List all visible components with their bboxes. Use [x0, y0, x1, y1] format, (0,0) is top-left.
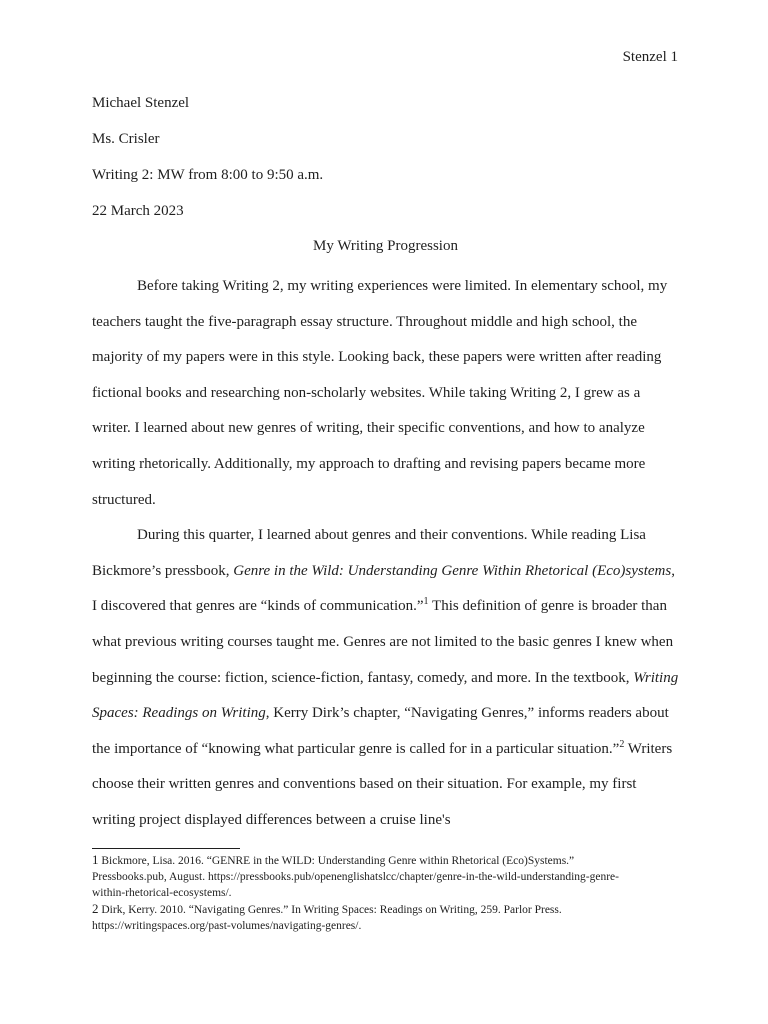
footnote-text: Pressbooks.pub, August. https://pressbooks.pub/openenglishatslcc/chapter/genre-in-the-wild-understanding-genre- — [92, 871, 619, 883]
essay-body — [92, 269, 679, 839]
footnote-separator — [92, 848, 240, 849]
paragraph-2-text: During this quarter, I learned about genres and their conventions. While reading Lisa Bickmore’s pressbook, — [92, 527, 646, 579]
paragraph-1: Before taking Writing 2, my writing experiences were limited. In elementary school, my teachers taught the five-paragraph essay structure. Throughout middle and high school, the majority of my papers were in this style. Looking back, these papers were written after reading fictional books and researching non-scholarly websites. While taking Writing 2, I grew as a writer. I learned about new genres of writing, their specific conventions, and how to analyze writing rhetorically. Additionally, my approach to drafting and revising papers became more structured. — [92, 278, 668, 508]
footnotes — [92, 852, 682, 934]
footnote-text: https://writingspaces.org/past-volumes/navigating-genres/. — [92, 920, 362, 932]
paragraph-2-text: This definition of genre is broader than what previous writing courses taught me. Genres are not limited to the basic genres I knew when beginning the course: fiction, science-fiction, fantasy, comedy, and more. In the textbook, — [92, 598, 674, 686]
footnote-text: Dirk, Kerry. 2010. “Navigating Genres.” In Writing Spaces: Readings on Writing, 259. Parlor Press. — [98, 904, 562, 916]
book-title-genre-in-the-wild: Genre in the Wild: Understanding Genre Within Rhetorical (Eco)systems — [233, 562, 672, 579]
paragraph-2-text: Writers choose their written genres and conventions based on their situation. For example, my first writing project displayed differences between a cruise line's — [92, 740, 673, 828]
footnote-ref-1[interactable]: 1 — [423, 596, 429, 608]
footnote-number: 2 — [92, 901, 99, 916]
footnote-number: 1 — [92, 852, 99, 867]
student-name: Michael Stenzel — [92, 95, 190, 111]
book-title-writing-spaces: Writing Spaces: Readings on Writing — [92, 669, 679, 722]
paper-date: 22 March 2023 — [92, 203, 184, 219]
paragraph-2-text: , Kerry Dirk’s chapter, “Navigating Genres,” informs readers about the importance of “knowing what particular genre is called for in a particular situation.” — [92, 705, 669, 757]
paragraph-2-text: , I discovered that genres are “kinds of communication.” — [92, 562, 675, 615]
footnote-1 — [92, 852, 682, 901]
running-head: Stenzel 1 — [622, 49, 678, 65]
mla-heading — [92, 92, 682, 236]
instructor-name: Ms. Crisler — [92, 131, 160, 147]
footnote-text: within-rhetorical-ecosystems/. — [92, 887, 232, 899]
footnote-text: Bickmore, Lisa. 2016. “GENRE in the WILD: Understanding Genre within Rhetorical (Eco)Systems.” — [98, 855, 575, 867]
footnote-ref-2[interactable]: 2 — [619, 738, 625, 750]
footnote-2 — [92, 901, 682, 934]
paper-title: My Writing Progression — [313, 238, 458, 254]
paragraph-2 — [92, 518, 679, 838]
course-info: Writing 2: MW from 8:00 to 9:50 a.m. — [92, 167, 324, 183]
